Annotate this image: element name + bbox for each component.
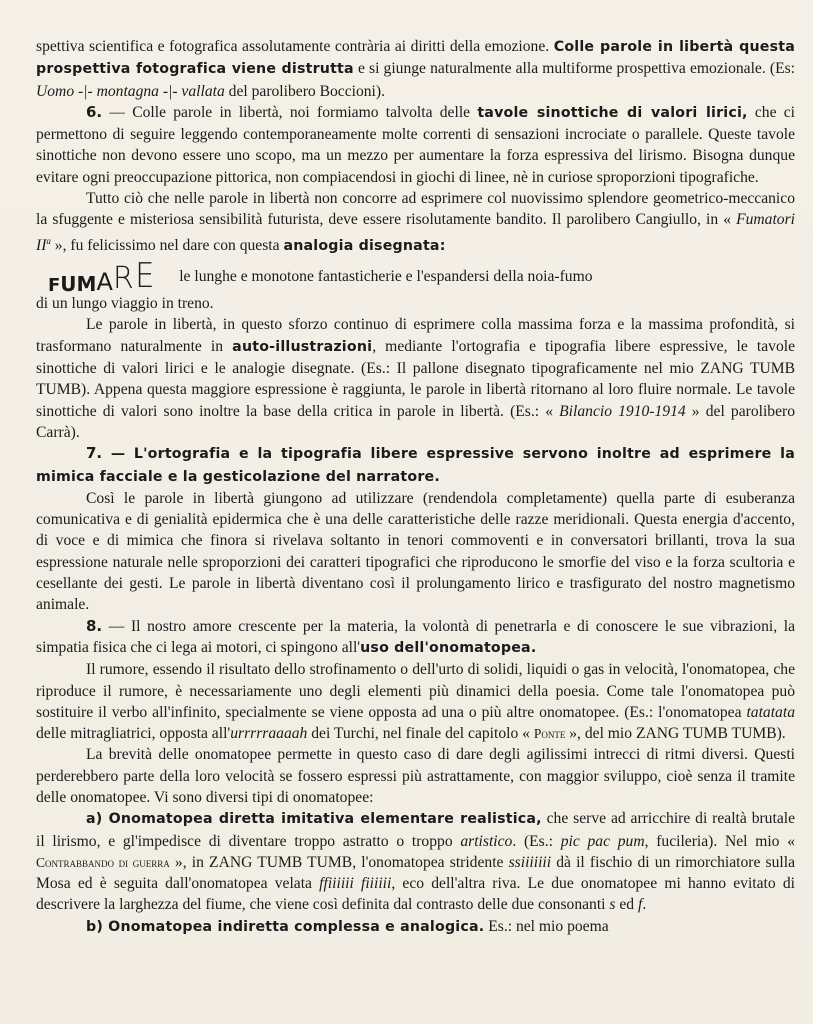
- superscript: a: [46, 235, 51, 246]
- text: », in ZANG TUMB TUMB, l'onomatopea stridente: [169, 853, 509, 871]
- text: , mediante l'ortografia e tipografia libere espressive, le tavole sinottiche di valori lirici e le analogie disegnate. (Es.: Il pallone disegnato tipograficamente nel mio ZANG TUMB TUMB). Appena questa maggiore espressione è raggiunta, le parole in libertà ritornano al loro fluire normale. Le tavole sinottiche di valori sono inoltre la base della critica in parole in libertà. (Es.: «: [36, 337, 796, 420]
- text: . (Es.:: [512, 832, 561, 850]
- paragraph-8: [36, 616, 795, 660]
- italic-text: s: [609, 896, 616, 914]
- text: Il rumore, essendo il risultato dello strofinamento o dell'urto di solidi, liquidi o gas in velocità, l'onomatopea, che riproduce il rumore, è necessariamente uno degli elementi più dinamici della poesia. Come tale l'onomatopea può sostituire il verbo all'infinito, specialmente se viene opposta ad una o più altre onomatopee. (Es.: l'onomatopea: [36, 661, 795, 721]
- paragraph-a: [36, 808, 795, 915]
- italic-text: Fumatori II: [36, 211, 795, 254]
- fumare-letter: M: [76, 272, 97, 297]
- bold-text: b) Onomatopea indiretta complessa e analogica.: [86, 918, 485, 935]
- text: che serve ad arricchire di realtà brutale il lirismo, e gl'impedisce di diventare troppo astratto o troppo: [36, 810, 795, 850]
- text: Es.: nel mio poema: [484, 917, 609, 935]
- text: che ci permettono di seguire leggendo contemporaneamente molte correnti di sensazioni incrociate o parallele. Queste tavole sinottiche non devono essere uno scopo, ma un mezzo per aumentare la forza espressiva del lirismo. Bisogna dunque evitare ogni preoccupazione pittorica, non compiacendosi in giochi di linee, nè in curiose sproporzioni tipografiche.: [36, 103, 796, 186]
- italic-text: urrrrraaaah: [230, 725, 308, 743]
- text: », fu felicissimo nel dare con questa: [50, 236, 284, 254]
- bold-text: a) Onomatopea diretta imitativa elementare realistica,: [86, 811, 542, 828]
- italic-text: ssiiiiiii: [508, 853, 552, 871]
- text: .: [642, 896, 647, 914]
- text: spettiva scientifica e fotografica assolutamente contrària ai diritti della emozione.: [36, 38, 554, 55]
- text: » del parolibero Carrà).: [36, 402, 795, 441]
- fumare-analogy-line: [36, 256, 795, 297]
- italic-text: pic pac pum: [560, 832, 645, 850]
- paragraph-rumore: [36, 659, 795, 744]
- text: e si giunge naturalmente alla multiforme prospettiva emozionale. (Es:: [353, 60, 795, 78]
- paragraph-brevita: [36, 744, 795, 808]
- paragraph-b: [36, 916, 795, 938]
- paragraph-cosi: [36, 488, 795, 616]
- text: dà il fischio di un rimorchiatore sulla Mosa ed è seguita dall'onomatopea velata: [36, 853, 795, 893]
- text: — Colle parole in libertà, noi formiamo talvolta delle: [102, 103, 478, 121]
- fumare-letter: U: [60, 272, 77, 297]
- fumare-letter: F: [48, 275, 61, 297]
- text: Così le parole in libertà giungono ad utilizzare (rendendola completamente) quella parte di esuberanza comunicativa e di genialità epidermica che è una delle caratteristiche delle razze meridionali. Questa energia d'accento, di voce e di mimica che finora si rivelava soltanto in tenori commoventi e in conversatori brillanti, trova la sua espressione naturale nelle sproporzioni dei caratteri tipografici che riproducono le smorfie del viso e la forza scultoria e cesellante dei gesti. Le parole in libertà diventano così il prolungamento lirico e trasfigurato del nostro magnetismo animale.: [36, 489, 795, 614]
- text: ed: [615, 896, 638, 914]
- italic-text: ffiiiiii fiiiiii: [319, 875, 392, 893]
- paragraph-6: [36, 102, 795, 188]
- italic-text: tatatata: [746, 703, 795, 721]
- fumare-letter: R: [112, 261, 134, 297]
- text: del parolibero Boccioni).: [224, 82, 385, 100]
- italic-text: Uomo -|- montagna -|- vallata: [36, 82, 225, 100]
- text: di un lungo viaggio in treno.: [36, 295, 214, 313]
- smallcaps-text: Ponte: [533, 726, 566, 742]
- paragraph-7: [36, 443, 795, 488]
- fumare-letter: E: [134, 256, 155, 297]
- text: Le parole in libertà, in questo sforzo continuo di esprimere colla massima forza e la massima profondità, si trasformano naturalmente in: [36, 316, 795, 355]
- bold-text: uso dell'onomatopea.: [360, 639, 537, 656]
- section-number: 7.: [86, 444, 103, 463]
- text: le lunghe e monotone fantasticherie e l'espandersi della noia-fumo: [179, 267, 593, 285]
- text: », del mio ZANG TUMB TUMB).: [565, 725, 786, 743]
- bold-text: analogia disegnata:: [283, 237, 446, 254]
- bold-text: tavole sinottiche di valori lirici,: [477, 104, 748, 121]
- italic-text: Bilancio 1910-1914: [559, 402, 686, 420]
- section-number: 8.: [86, 616, 103, 635]
- bold-text: Colle parole in libertà questa prospettiva fotografica viene distrutta: [36, 39, 795, 78]
- paragraph-tutto: [36, 188, 795, 257]
- text: , fucileria). Nel mio «: [644, 832, 796, 850]
- text: , eco dell'altra riva. Le due onomatopee mi hanno evitato di descrivere la larghezza del fiume, che viene così definita dal contrasto delle due consonanti: [36, 875, 795, 914]
- italic-text: f: [638, 896, 643, 914]
- fumare-letter: A: [96, 268, 113, 297]
- italic-text: artistico: [460, 832, 513, 850]
- text: — Il nostro amore crescente per la materia, la volontà di penetrarla e di conoscere le sue vibrazioni, la simpatia fisica che ci lega ai motori, ci spingono all': [36, 617, 795, 656]
- fumare-drawing: [48, 256, 155, 296]
- paragraph-prospettiva: [36, 36, 795, 102]
- text: La brevità delle onomatopee permette in questo caso di dare degli agilissimi intrecci di ritmi diversi. Questi perderebbero parte della loro velocità se fossero espressi più astrattamente, con maggior sviluppo, cioè senza il tramite delle onomatopee. Vi sono diversi tipi di onomatopee:: [36, 746, 795, 806]
- text: Tutto ciò che nelle parole in libertà non concorre ad esprimere col nuovissimo splendore geometrico-meccanico la sfuggente e misteriosa sensibilità futurista, deve essere risolutamente bandito. Il parolibero Cangiullo, in «: [36, 190, 795, 229]
- paragraph-auto-illustrazioni: [36, 314, 795, 443]
- bold-text: auto-illustrazioni: [232, 338, 373, 355]
- text: dei Turchi, nel finale del capitolo «: [307, 725, 534, 743]
- section-number: 6.: [86, 102, 103, 121]
- text: delle mitragliatrici, opposta all': [36, 725, 231, 743]
- smallcaps-text: Contrabbando di guerra: [36, 854, 170, 870]
- bold-text: — L'ortografia e la tipografia libere espressive servono inoltre ad esprimere la mimica facciale e la gesticolazione del narratore.: [36, 446, 795, 485]
